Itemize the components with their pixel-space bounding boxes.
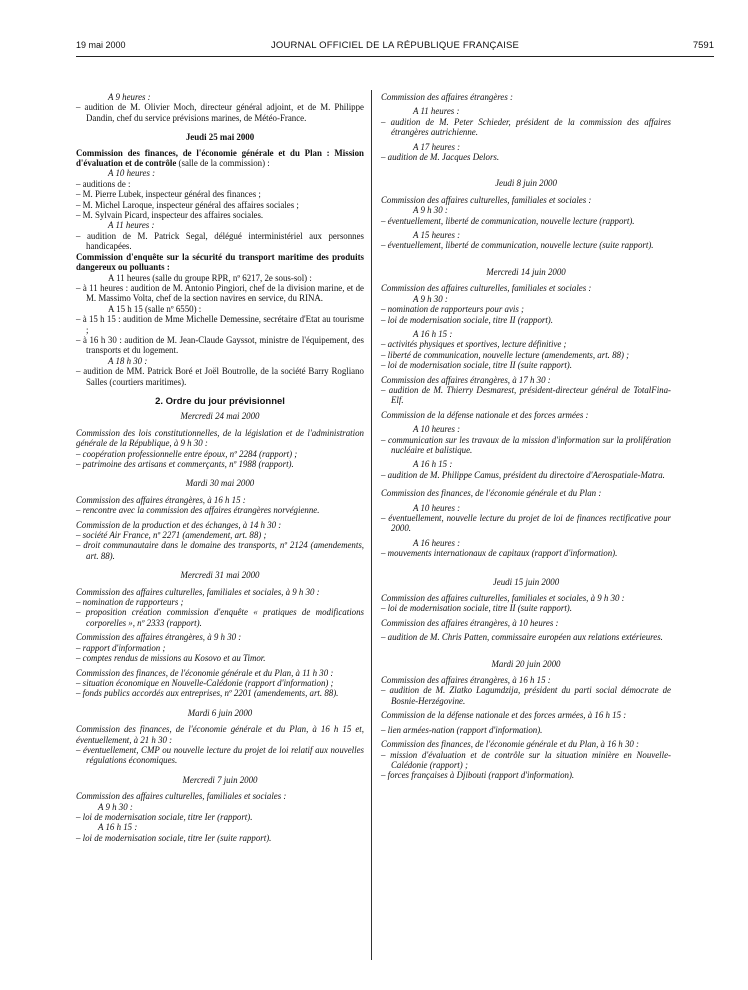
day-heading: Mercredi 24 mai 2000 [180, 411, 260, 422]
agenda-item: – nomination de rapporteurs ; [76, 597, 184, 608]
agenda-item: – audition de M. Thierry Desmarest, président-directeur général de TotalFina-Elf. [381, 384, 671, 406]
day-heading: Mardi 6 juin 2000 [187, 707, 253, 718]
day-heading: Mercredi 14 juin 2000 [486, 266, 566, 277]
time-line: A 11 heures (salle du groupe RPR, nº 6217, 2e sous-sol) : [108, 272, 312, 283]
commission-name: Commission des affaires culturelles, familiales et sociales : [381, 283, 592, 294]
agenda-item: – audition de M. Olivier Moch, directeur général adjoint, et de M. Philippe Dandin, chef du service prévisions marines, de Météo-France. [76, 102, 364, 123]
agenda-item: – activités physiques et sportives, lecture définitive ; [381, 339, 567, 350]
agenda-item: – M. Sylvain Picard, inspecteur des affaires sociales. [76, 210, 264, 221]
day-heading: Jeudi 15 juin 2000 [492, 576, 560, 587]
time-line: A 17 heures : [413, 141, 461, 152]
agenda-item: – auditions de : [76, 178, 131, 189]
time-line: A 16 h 15 : [98, 822, 138, 833]
agenda-item: – proposition création commission d'enquête « pratiques de modifications corporelles », nº 2333 (rapport). [76, 607, 364, 628]
agenda-item: – rapport d'information ; [76, 642, 166, 653]
time-line: A 9 h 30 : [98, 801, 133, 812]
commission-name: Commission des affaires culturelles, familiales et sociales : [76, 791, 287, 802]
running-header [76, 40, 714, 57]
commission-name: Commission des lois constitutionnelles, de la législation et de l'administration générale de la République, à 9 h 30 : [76, 427, 364, 449]
left-column [76, 92, 364, 843]
day-heading: Mardi 30 mai 2000 [185, 478, 255, 489]
agenda-item: – droit communautaire dans le domaine des transports, nº 2124 (amendements, art. 88). [76, 540, 364, 561]
commission-name: Commission des affaires étrangères, à 17 h 30 : [381, 374, 551, 385]
agenda-item: – comptes rendus de missions au Kosovo et au Timor. [76, 653, 266, 664]
agenda-item: – société Air France, nº 2271 (amendement, art. 88) ; [76, 530, 267, 541]
agenda-item: – forces françaises à Djibouti (rapport d'information). [381, 770, 575, 781]
commission-name: Commission de la production et des échanges, à 14 h 30 : [76, 519, 282, 530]
day-heading: Mardi 20 juin 2000 [491, 658, 561, 669]
column-divider [371, 90, 372, 960]
commission-name: Commission des affaires étrangères, à 16 h 15 : [381, 675, 551, 686]
time-line: A 10 heures : [413, 424, 461, 435]
agenda-item: – M. Pierre Lubek, inspecteur général des finances ; [76, 189, 261, 200]
agenda-item: – audition de M. Zlatko Lagumdzija, président du parti social démocrate de Bosnie-Herzégovine. [381, 685, 671, 706]
agenda-item: – éventuellement, liberté de communication, nouvelle lecture (suite rapport). [381, 240, 654, 251]
commission-name: Commission de la défense nationale et des forces armées, à 16 h 15 : [381, 710, 627, 721]
agenda-item: – audition de M. Philippe Camus, président du directoire d'Aerospatiale-Matra. [381, 469, 665, 480]
agenda-item: – fonds publics accordés aux entreprises, nº 2201 (amendements, art. 88). [76, 688, 339, 699]
agenda-item: – coopération professionnelle entre époux, nº 2284 (rapport) ; [76, 448, 298, 459]
time-line: A 18 h 30 : [108, 355, 148, 366]
commission-room: (salle de la commission) : [176, 158, 270, 169]
agenda-item: – audition de M. Peter Schieder, président de la commission des affaires étrangères autrichienne. [381, 116, 671, 138]
agenda-item: – audition de M. Patrick Segal, délégué interministériel aux personnes handicapées. [76, 230, 364, 252]
agenda-item: – loi de modernisation sociale, titre II (suite rapport). [381, 360, 572, 371]
agenda-item: – patrimoine des artisans et commerçants, nº 1988 (rapport). [76, 459, 294, 469]
section-heading: 2. Ordre du jour prévisionnel [155, 395, 285, 407]
header-date: 19 mai 2000 [76, 40, 126, 50]
agenda-item: – loi de modernisation sociale, titre Ier (rapport). [76, 811, 253, 822]
commission-name: Commission des affaires étrangères, à 10 heures : [381, 617, 559, 628]
commission-name: Commission des affaires étrangères, à 16 h 15 : [76, 494, 246, 505]
agenda-item: – audition de M. Jacques Delors. [381, 152, 500, 163]
time-line: A 9 h 30 : [413, 293, 448, 304]
time-line: A 11 heures : [413, 106, 460, 117]
agenda-item: – à 11 heures : audition de M. Antonio Pingiori, chef de la division marine, et de M. Massimo Volta, chef de la section navires en service, du RINA. [76, 282, 364, 304]
time-line: A 16 h 15 : [413, 328, 453, 339]
commission-name: Commission des finances, de l'économie générale et du Plan, à 16 h 30 : [381, 739, 639, 750]
commission-name: Commission d'enquête sur la sécurité du transport maritime des produits dangereux ou polluants : [76, 251, 364, 273]
agenda-item: – situation économique en Nouvelle-Calédonie (rapport d'information) ; [76, 677, 334, 688]
commission-name: Commission des finances, de l'économie générale et du Plan, à 16 h 15 et, éventuellement, à 21 h 30 : [76, 724, 364, 745]
time-line: A 10 heures : [413, 502, 461, 513]
time-line: A 16 h 15 : [413, 459, 453, 470]
agenda-item: – à 16 h 30 : audition de M. Jean-Claude Gayssot, ministre de l'équipement, des transports et du logement. [76, 334, 364, 356]
right-column [381, 92, 671, 781]
agenda-item: – éventuellement, CMP ou nouvelle lecture du projet de loi relatif aux nouvelles régulations économiques. [76, 744, 364, 766]
day-heading: Jeudi 8 juin 2000 [495, 178, 557, 189]
commission-line [76, 148, 364, 169]
time-line: A 11 heures : [108, 220, 155, 231]
commission-name: Commission des affaires culturelles, familiales et sociales, à 9 h 30 : [381, 593, 625, 604]
commission-name: Commission des affaires étrangères, à 9 h 30 : [76, 632, 242, 643]
day-heading: Mercredi 31 mai 2000 [180, 570, 260, 581]
commission-name: Commission de la défense nationale et des forces armées : [381, 409, 589, 420]
agenda-item: – mission d'évaluation et de contrôle sur la situation minière en Nouvelle-Calédonie (rapport) ; [381, 749, 671, 770]
agenda-item: – M. Michel Laroque, inspecteur général des affaires sociales ; [76, 199, 299, 210]
commission-name: Commission des affaires culturelles, familiales et sociales, à 9 h 30 : [76, 586, 320, 597]
time-line: A 15 heures : [413, 230, 461, 241]
day-heading: Mercredi 7 juin 2000 [182, 774, 258, 785]
agenda-item: – à 15 h 15 : audition de Mme Michelle Demessine, secrétaire d'Etat au tourisme ; [76, 314, 364, 335]
day-heading: Jeudi 25 mai 2000 [185, 132, 255, 143]
agenda-item: – audition de MM. Patrick Boré et Joël Boutrolle, de la société Barry Rogliano Salles (courtiers maritimes). [76, 366, 364, 387]
header-title: JOURNAL OFFICIEL DE LA RÉPUBLIQUE FRANÇAISE [270, 40, 520, 51]
time-line: A 15 h 15 (salle nº 6550) : [108, 303, 202, 314]
commission-name: Commission des finances, de l'économie générale et du Plan, à 11 h 30 : [76, 667, 334, 678]
commission-name: Commission des affaires étrangères : [381, 92, 513, 102]
agenda-item: – audition de M. Chris Patten, commissaire européen aux relations extérieures. [381, 632, 663, 643]
page-number: 7591 [692, 40, 714, 51]
agenda-item: – loi de modernisation sociale, titre II (rapport). [381, 314, 553, 325]
agenda-item: – lien armées-nation (rapport d'information). [381, 724, 543, 735]
agenda-item: – mouvements internationaux de capitaux (rapport d'information). [381, 548, 618, 559]
agenda-item: – rencontre avec la commission des affaires étrangères norvégienne. [76, 505, 320, 516]
time-line: A 9 heures : [108, 92, 151, 102]
agenda-item: – loi de modernisation sociale, titre Ier (suite rapport). [76, 832, 272, 843]
agenda-item: – nomination de rapporteurs pour avis ; [381, 304, 524, 315]
agenda-item: – loi de modernisation sociale, titre II (suite rapport). [381, 603, 572, 614]
commission-name: Commission des finances, de l'économie générale et du Plan : [381, 488, 602, 499]
time-line: A 10 heures : [108, 168, 156, 179]
commission-name: Commission des affaires culturelles, familiales et sociales : [381, 194, 592, 205]
agenda-item: – éventuellement, liberté de communication, nouvelle lecture (rapport). [381, 215, 635, 226]
time-line: A 9 h 30 : [413, 205, 448, 216]
agenda-item: – communication sur les travaux de la mission d'information sur la prolifération nucléaire et balistique. [381, 434, 671, 455]
time-line: A 16 heures : [413, 537, 461, 548]
agenda-item: – éventuellement, nouvelle lecture du projet de loi de finances rectificative pour 2000. [381, 513, 671, 534]
commission-name: Commission des finances, de l'économie générale et du Plan : Mission d'évaluation et de contrôle [76, 147, 364, 169]
agenda-item: – liberté de communication, nouvelle lecture (amendements, art. 88) ; [381, 349, 630, 360]
